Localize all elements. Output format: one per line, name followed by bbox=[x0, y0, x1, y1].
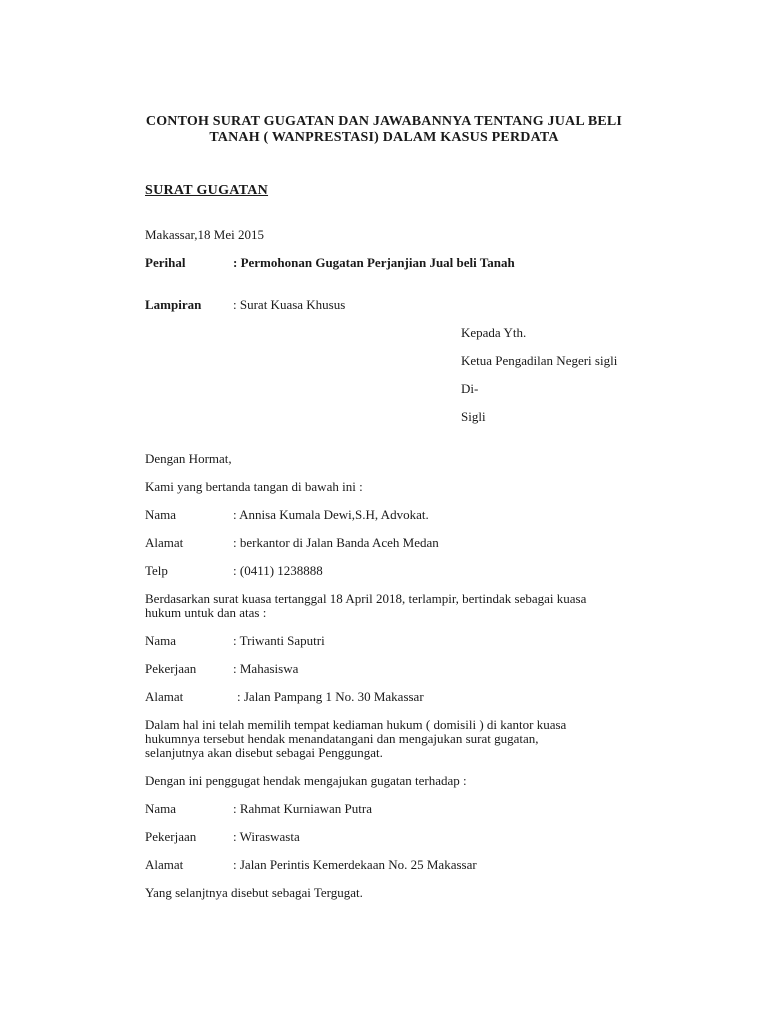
domicile-line-2: hukumnya tersebut hendak menandatangani dan mengajukan surat gugatan, bbox=[145, 731, 539, 746]
against-text: Dengan ini penggugat hendak mengajukan gugatan terhadap : bbox=[145, 773, 467, 788]
title-line-1: CONTOH SURAT GUGATAN DAN JAWABANNYA TENTANG JUAL BELI bbox=[145, 114, 623, 129]
intro-text: Kami yang bertanda tangan di bawah ini : bbox=[145, 479, 363, 494]
lampiran-label: Lampiran bbox=[145, 297, 202, 312]
perihal-label: Perihal bbox=[145, 255, 186, 270]
power-of-attorney-line-2: hukum untuk dan atas : bbox=[145, 605, 267, 620]
advocate-phone-label: Telp bbox=[145, 563, 168, 578]
recipient-line-3: Di- bbox=[461, 381, 479, 396]
defendant-address-value: : Jalan Perintis Kemerdekaan No. 25 Makassar bbox=[233, 857, 477, 872]
defendant-job-value: : Wiraswasta bbox=[233, 829, 300, 844]
plaintiff-job-label: Pekerjaan bbox=[145, 661, 197, 676]
plaintiff-address-label: Alamat bbox=[145, 689, 184, 704]
place-date: Makassar,18 Mei 2015 bbox=[145, 227, 264, 242]
title-line-2: TANAH ( WANPRESTASI) DALAM KASUS PERDATA bbox=[209, 130, 559, 145]
advocate-address-label: Alamat bbox=[145, 535, 184, 550]
domicile-line-3: selanjutnya akan disebut sebagai Penggungat. bbox=[145, 745, 383, 760]
defendant-job-label: Pekerjaan bbox=[145, 829, 197, 844]
recipient-line-4: Sigli bbox=[461, 409, 486, 424]
advocate-phone-value: : (0411) 1238888 bbox=[233, 563, 323, 578]
defendant-name-value: : Rahmat Kurniawan Putra bbox=[233, 801, 372, 816]
domicile-line-1: Dalam hal ini telah memilih tempat kediaman hukum ( domisili ) di kantor kuasa bbox=[145, 717, 567, 732]
advocate-name-value: : Annisa Kumala Dewi,S.H, Advokat. bbox=[233, 507, 429, 522]
lampiran-value: : Surat Kuasa Khusus bbox=[233, 297, 346, 312]
plaintiff-address-value: : Jalan Pampang 1 No. 30 Makassar bbox=[237, 689, 424, 704]
recipient-line-2: Ketua Pengadilan Negeri sigli bbox=[461, 353, 618, 368]
perihal-value: : Permohonan Gugatan Perjanjian Jual beli Tanah bbox=[233, 255, 515, 270]
advocate-name-label: Nama bbox=[145, 507, 177, 522]
plaintiff-name-label: Nama bbox=[145, 633, 177, 648]
defendant-name-label: Nama bbox=[145, 801, 177, 816]
power-of-attorney-line-1: Berdasarkan surat kuasa tertanggal 18 April 2018, terlampir, bertindak sebagai kuasa bbox=[145, 591, 587, 606]
defendant-address-label: Alamat bbox=[145, 857, 184, 872]
plaintiff-job-value: : Mahasiswa bbox=[233, 661, 299, 676]
closing-text: Yang selanjtnya disebut sebagai Tergugat. bbox=[145, 885, 363, 900]
recipient-line-1: Kepada Yth. bbox=[461, 325, 527, 340]
section-heading: SURAT GUGATAN bbox=[145, 183, 269, 198]
plaintiff-name-value: : Triwanti Saputri bbox=[233, 633, 325, 648]
greeting: Dengan Hormat, bbox=[145, 451, 232, 466]
document-title bbox=[100, 114, 668, 146]
advocate-address-value: : berkantor di Jalan Banda Aceh Medan bbox=[233, 535, 439, 550]
